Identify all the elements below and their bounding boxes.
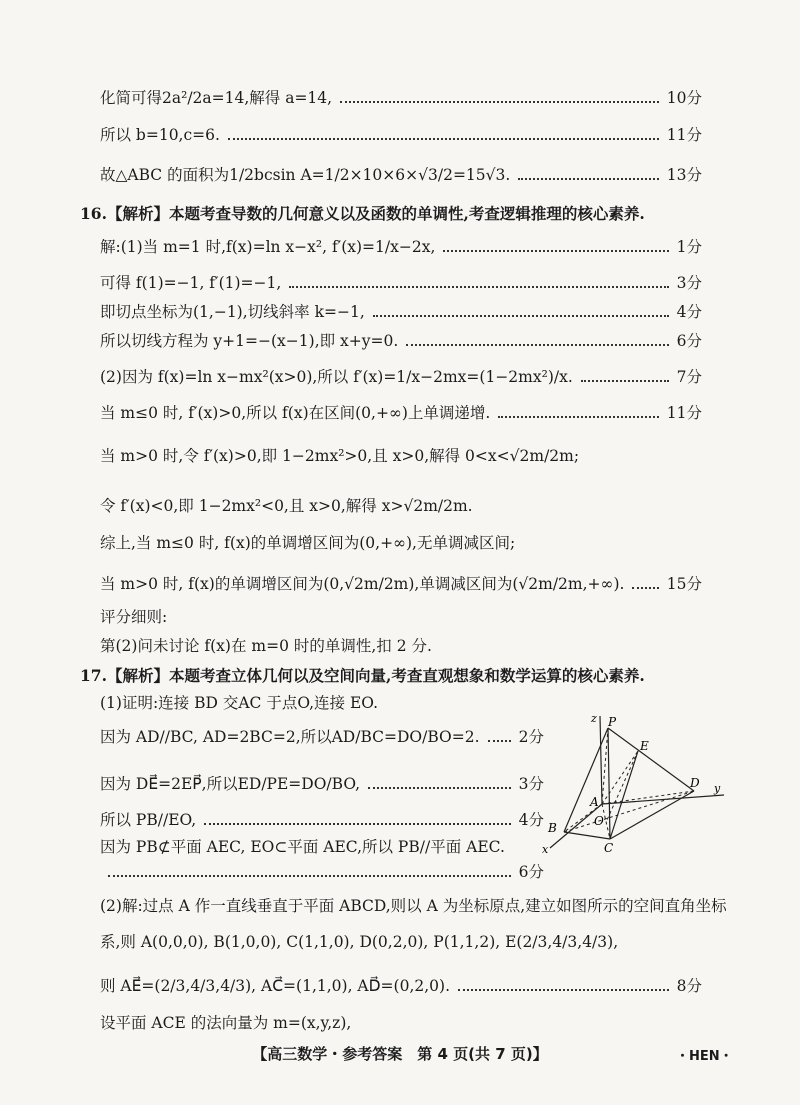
edge-ae <box>602 751 638 804</box>
answer-line: 因为 PB⊄平面 AEC, EO⊂平面 AEC,所以 PB//平面 AEC. <box>100 838 505 856</box>
leader-dots <box>518 178 658 180</box>
answer-line: 第(2)问未讨论 f(x)在 m=0 时的单调性,扣 2 分. <box>100 637 432 655</box>
answer-line: 令 f′(x)<0,即 1−2mx²<0,且 x>0,解得 x>√2m/2m. <box>100 497 473 515</box>
label-d: D <box>690 776 700 790</box>
leader-dots <box>458 989 669 991</box>
answer-line: (1)证明:连接 BD 交AC 于点O,连接 EO. <box>100 694 379 712</box>
answer-line: 化简可得2a²/2a=14,解得 a=14, 10分 <box>100 89 702 107</box>
edge-ad <box>602 791 694 804</box>
label-c: C <box>604 841 614 854</box>
leader-dots <box>204 823 510 825</box>
answer-line: 所以切线方程为 y+1=−(x−1),即 x+y=0. 6分 <box>100 332 702 350</box>
label-z: z <box>591 712 597 725</box>
answer-line: 当 m>0 时,令 f′(x)>0,即 1−2mx²>0,且 x>0,解得 0<x<√2m/2m; <box>100 447 580 465</box>
y-axis <box>602 795 724 804</box>
answer-line: 所以 b=10,c=6. 11分 <box>100 126 702 144</box>
answer-line: 可得 f(1)=−1, f′(1)=−1, 3分 <box>100 274 702 292</box>
leader-dots <box>443 250 668 252</box>
answer-line: 即切点坐标为(1,−1),切线斜率 k=−1, 4分 <box>100 303 702 321</box>
leader-dots <box>498 416 658 418</box>
answer-line: 系,则 A(0,0,0), B(1,0,0), C(1,1,0), D(0,2,0), P(1,1,2), E(2/3,4/3,4/3), <box>100 933 619 951</box>
edge-pd <box>608 728 694 791</box>
answer-line: 6分 <box>100 862 544 882</box>
answer-line: 当 m≤0 时, f′(x)>0,所以 f(x)在区间(0,+∞)上单调递增. 11分 <box>100 404 702 422</box>
answer-line: 故△ABC 的面积为1/2bcsin A=1/2×10×6×√3/2=15√3. 13分 <box>100 166 702 184</box>
leader-dots <box>632 587 658 589</box>
pyramid-figure <box>538 712 734 854</box>
leader-dots <box>488 740 511 742</box>
z-axis <box>600 716 602 804</box>
label-o: O <box>594 814 604 828</box>
leader-dots <box>368 787 511 789</box>
leader-dots <box>340 101 659 103</box>
label-y: y <box>714 782 721 795</box>
leader-dots <box>289 286 668 288</box>
paper-tag: ・HEN・ <box>676 1049 733 1064</box>
answer-line: 因为 AD//BC, AD=2BC=2,所以AD/BC=DO/BO=2. 2分 <box>100 728 544 746</box>
section-heading-16: 16.【解析】本题考查导数的几何意义以及函数的单调性,考查逻辑推理的核心素养. <box>80 204 645 223</box>
leader-dots <box>373 315 669 317</box>
edge-bd <box>564 791 694 832</box>
section-heading-17: 17.【解析】本题考查立体几何以及空间向量,考查直观想象和数学运算的核心素养. <box>80 666 645 685</box>
edge-bc <box>564 832 610 839</box>
answer-line: 解:(1)当 m=1 时,f(x)=ln x−x², f′(x)=1/x−2x, 1分 <box>100 238 702 256</box>
answer-line: 当 m>0 时, f(x)的单调增区间为(0,√2m/2m),单调减区间为(√2m/2m,+∞). 15分 <box>100 575 702 593</box>
answer-line: 设平面 ACE 的法向量为 m=(x,y,z), <box>100 1014 352 1032</box>
answer-line: (2)因为 f(x)=ln x−mx²(x>0),所以 f′(x)=1/x−2mx=(1−2mx²)/x. 7分 <box>100 368 702 386</box>
label-p: P <box>608 715 617 729</box>
answer-line: (2)解:过点 A 作一直线垂直于平面 ABCD,则以 A 为坐标原点,建立如图所示的空间直角坐标 <box>100 897 727 915</box>
leader-dots <box>108 875 511 877</box>
answer-line: 所以 PB//EO, 4分 <box>100 811 544 829</box>
page-footer: 【高三数学・参考答案 第 4 页(共 7 页)】 <box>252 1045 548 1063</box>
label-x: x <box>542 843 549 854</box>
leader-dots <box>228 138 659 140</box>
answer-line: 评分细则: <box>100 608 168 626</box>
leader-dots <box>406 344 668 346</box>
answer-line: 综上,当 m≤0 时, f(x)的单调增区间为(0,+∞),无单调减区间; <box>100 534 516 552</box>
label-b: B <box>548 821 557 835</box>
leader-dots <box>581 380 669 382</box>
label-a: A <box>590 795 599 809</box>
label-e: E <box>640 739 649 753</box>
edge-pc <box>608 728 610 839</box>
answer-line: 因为 DE⃗=2EP⃗,所以ED/PE=DO/BO, 3分 <box>100 775 544 793</box>
answer-line: 则 AE⃗=(2/3,4/3,4/3), AC⃗=(1,1,0), AD⃗=(0,2,0). 8分 <box>100 977 702 995</box>
